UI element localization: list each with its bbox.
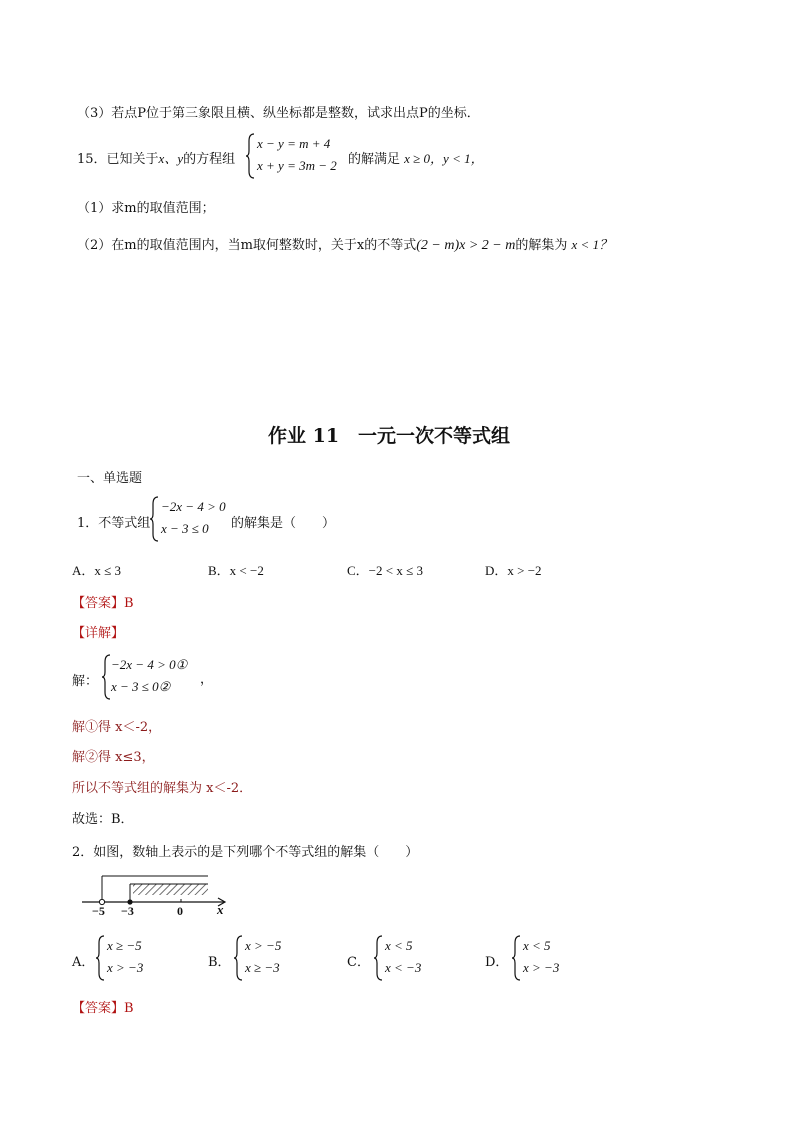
- q2-tick-minus5: −5: [92, 904, 105, 918]
- q15-part2: （2）在m的取值范围内，当m取何整数时，关于x的不等式(2 − m)x > 2 − m的解集为 x < 1？: [77, 237, 613, 253]
- q2-option-b-label: B．: [208, 955, 231, 970]
- q2-option-a-label: A．: [72, 955, 95, 970]
- q1-step3: 所以不等式组的解集为 x＜-2．: [72, 781, 253, 796]
- q1-system-brace: [150, 496, 160, 542]
- q1-option-d: D．x > −2: [485, 563, 542, 578]
- q2-option-a-eq1: x ≥ −5: [107, 938, 142, 953]
- q2-option-c-eq1: x < 5: [385, 938, 413, 953]
- q1-prefix: 1．不等式组: [77, 516, 151, 531]
- q2-option-d-eq1: x < 5: [523, 938, 551, 953]
- q1-choose: 故选：B．: [72, 812, 134, 827]
- q1-answer: 【答案】B: [72, 596, 134, 611]
- q15-condition: 的解满足 x ≥ 0，y < 1，: [348, 151, 484, 167]
- q1-step1: 解①得 x＜-2，: [72, 720, 162, 735]
- q2-option-b-eq1: x > −5: [245, 938, 282, 953]
- q1-solution-prefix: 解：: [72, 674, 99, 689]
- q2-tick-minus3: −3: [121, 904, 134, 918]
- q2-option-b-brace: [234, 935, 244, 981]
- section-title: 作业 11 一元一次不等式组: [268, 425, 511, 447]
- q1-eq1: −2x − 4 > 0: [161, 499, 226, 514]
- q15-eq1: x − y = m + 4: [257, 136, 331, 151]
- q1-option-b: B．x < −2: [208, 563, 264, 578]
- q2-answer: 【答案】B: [72, 1001, 134, 1016]
- q1-eq2: x − 3 ≤ 0: [161, 521, 209, 536]
- q1-option-a: A．x ≤ 3: [72, 563, 122, 578]
- q14-part3: （3）若点P位于第三象限且横、纵坐标都是整数，试求出点P的坐标．: [77, 106, 480, 121]
- q1-suffix: 的解集是（ ）: [231, 516, 336, 531]
- q2-option-a-eq2: x > −3: [107, 960, 144, 975]
- q15-prefix: 15．已知关于x、y的方程组: [77, 151, 236, 167]
- q2-tick-0: 0: [177, 904, 183, 918]
- q2-option-d-brace: [512, 935, 522, 981]
- q1-detail-label: 【详解】: [72, 626, 125, 641]
- ray-minus3-hatched: [133, 884, 208, 895]
- q15-part1: （1）求m的取值范围；: [77, 201, 215, 216]
- q2-question: 2．如图，数轴上表示的是下列哪个不等式组的解集（ ）: [72, 845, 419, 860]
- q2-option-c-brace: [374, 935, 384, 981]
- q2-option-a-brace: [96, 935, 106, 981]
- q1-option-c: C．−2 < x ≤ 3: [347, 563, 423, 578]
- q15-system-brace: [246, 133, 256, 179]
- q1-sol-eq1: −2x − 4 > 0①: [111, 657, 188, 672]
- q2-option-d-eq2: x > −3: [523, 960, 560, 975]
- q2-option-d-label: D．: [485, 955, 509, 970]
- q1-solution-comma: ，: [200, 672, 214, 687]
- q2-option-c-label: C．: [347, 955, 370, 970]
- q1-sol-eq2: x − 3 ≤ 0②: [111, 679, 171, 694]
- section-subtitle: 一、单选题: [77, 471, 143, 486]
- q2-option-b-eq2: x ≥ −3: [245, 960, 280, 975]
- q2-axis-var: x: [217, 902, 224, 917]
- q15-eq2: x + y = 3m − 2: [257, 158, 337, 173]
- q1-step2: 解②得 x≤3，: [72, 750, 155, 765]
- q2-option-c-eq2: x < −3: [385, 960, 422, 975]
